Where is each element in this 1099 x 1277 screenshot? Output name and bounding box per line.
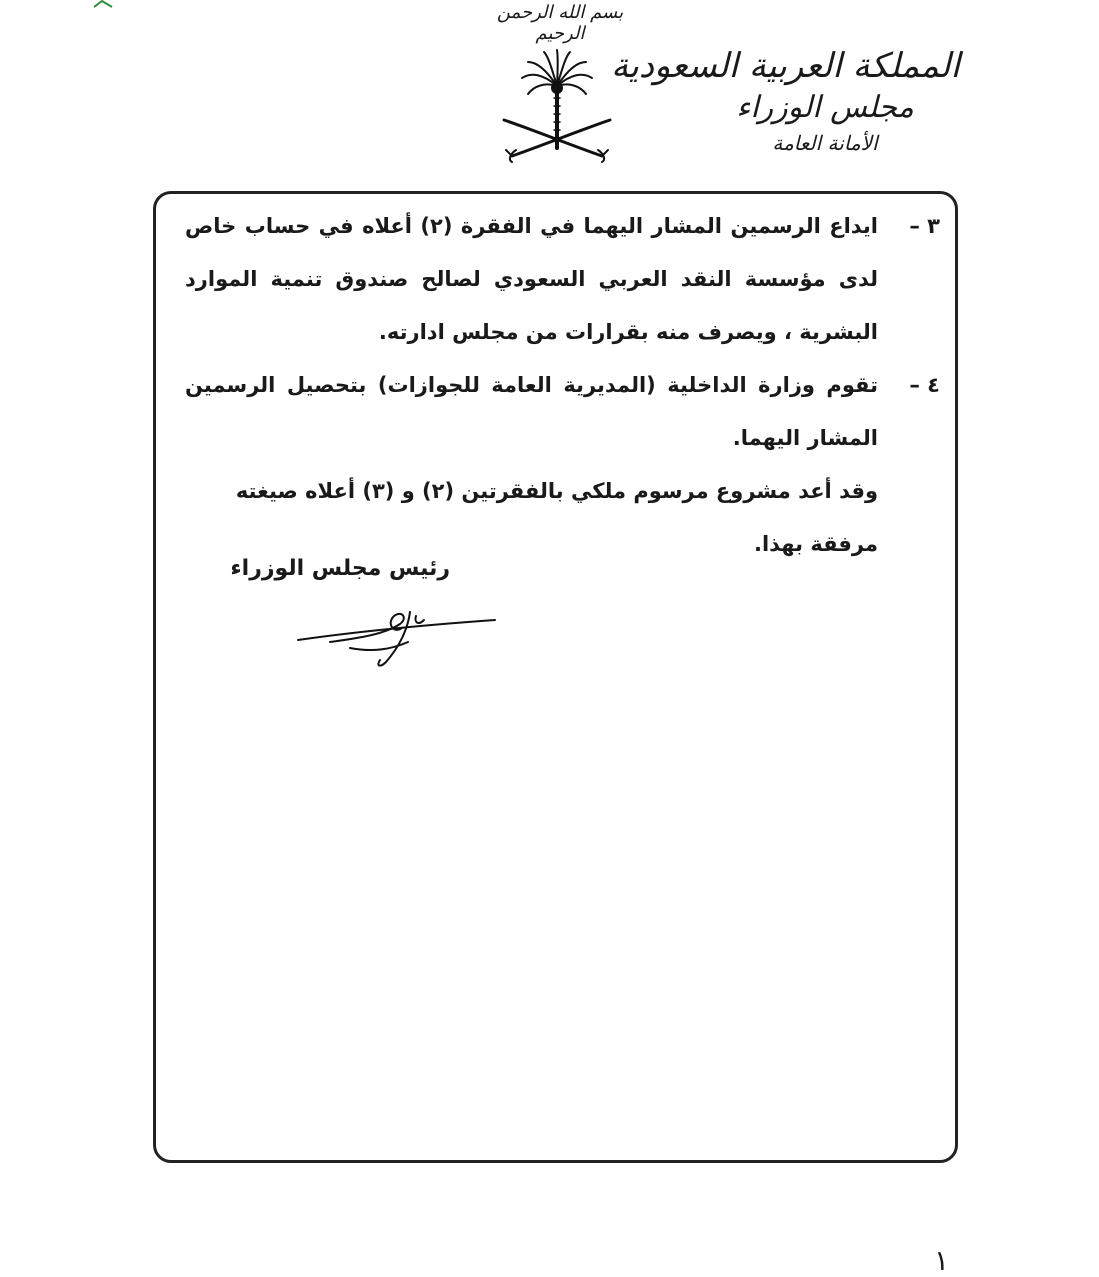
council-name: مجلس الوزراء	[736, 90, 914, 125]
clause-number: ٤ –	[909, 373, 940, 397]
basmala: بسم الله الرحمن الرحيم	[496, 2, 624, 44]
palm-and-swords-emblem-icon	[498, 48, 616, 168]
letterhead	[611, 44, 960, 158]
handwritten-signature	[290, 582, 500, 674]
signatory-title: رئيس مجلس الوزراء	[230, 556, 450, 581]
clause-4	[185, 359, 940, 465]
document-body	[185, 200, 940, 571]
signature-block	[230, 556, 510, 656]
kingdom-name: المملكة العربية السعودية	[611, 46, 960, 86]
closing-statement: وقد أعد مشروع مرسوم ملكي بالفقرتين (٢) و (٣) أعلاه صيغته مرفقة بهذا.	[235, 479, 878, 556]
clause-text: ايداع الرسمين المشار اليهما في الفقرة (٢) أعلاه في حساب خاص لدى مؤسسة النقد العربي السعودي لصالح صندوق تنمية الموارد البشرية ، ويصرف منه بقرارات من مجلس ادارته.	[185, 214, 878, 344]
page-mark: ١	[934, 1244, 950, 1277]
secretariat-name: الأمانة العامة	[772, 131, 878, 155]
clause-number: ٣ –	[909, 214, 940, 238]
clause-text: تقوم وزارة الداخلية (المديرية العامة للجوازات) بتحصيل الرسمين المشار اليهما.	[185, 373, 878, 450]
corner-mark-icon	[92, 0, 114, 8]
clause-3	[185, 200, 940, 359]
